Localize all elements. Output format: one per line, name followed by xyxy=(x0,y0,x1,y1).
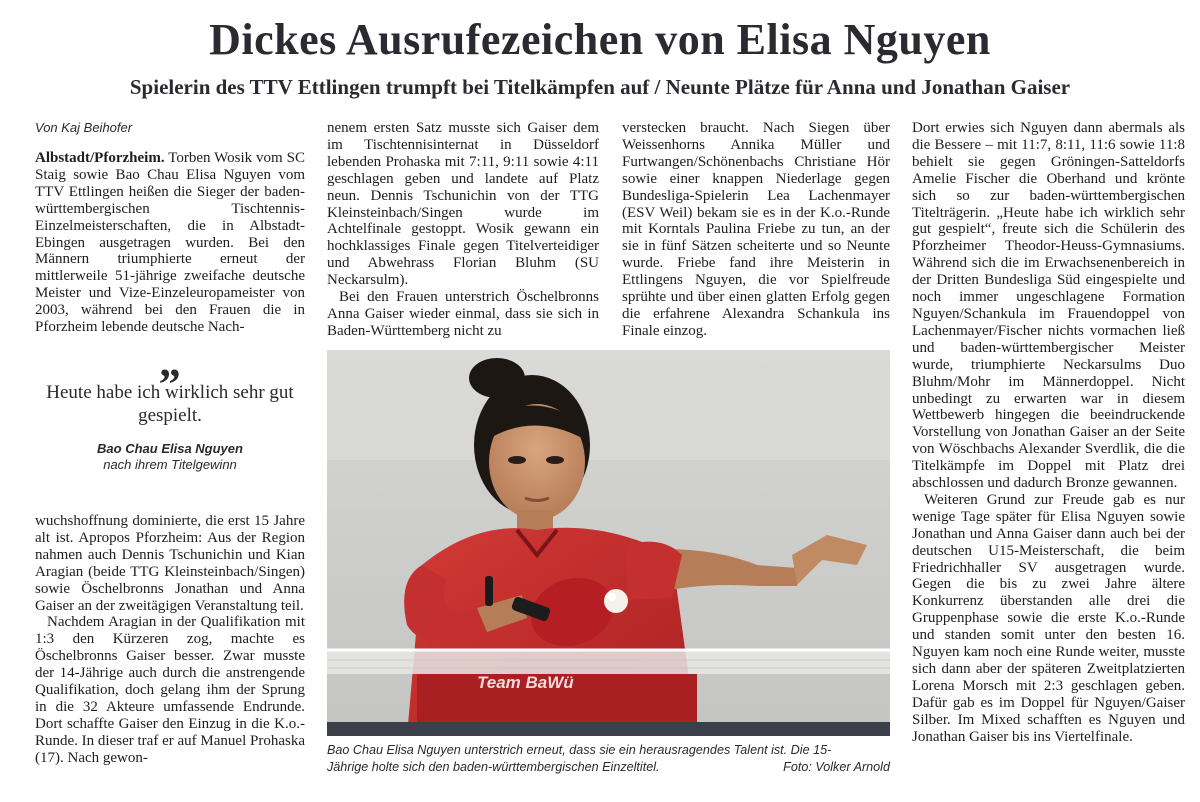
article-column-2 xyxy=(327,120,599,340)
byline: Von Kaj Beihofer xyxy=(35,120,133,135)
table-tennis-player-illustration xyxy=(327,350,890,736)
caption-line-1: Bao Chau Elisa Nguyen unterstrich erneut, dass sie ein herausragendes Talent ist. Die 15- xyxy=(327,743,832,757)
headline: Dickes Ausrufezeichen von Elisa Nguyen xyxy=(209,15,991,64)
article-column-1-bottom xyxy=(35,513,305,783)
paragraph: Dort erwies sich Nguyen dann abermals als die Bessere – mit 11:7, 8:11, 11:6 sowie 11:8 behielt sie gegen Gröningen-Satteldorfs Amelie Fischer die Oberhand und krönte sich so zur baden-württembergischen Titelträgerin. „Heute habe ich wirklich sehr gut gespielt“, freute sich die Schülerin des Pforzheimer Theodor-Heuss-Gymnasiums. Während sich die im Erwachsenenbereich in der Dritten Bundesliga Süd eingespielte und noch immer ungeschlagene Formation Nguyen/Schankula im Frauendoppel von Lachenmayer/Fischer nichts vormachen ließ und baden-württembergischer Meister wurde, triumphierte Neckarsulms Duo Bluhm/Mohr im Männerdoppel. Nicht unbedingt zu erwarten war in diesem Wettbewerb hingegen die beeindruckende Vorstellung von Jonathan Gaiser an der Seite von Wöschbachs Alexander Sverdlik, die die Titelkämpfe im Doppel mit Platz drei abschlossen und dadurch Bronze gewannen. xyxy=(912,120,1185,492)
quote-author: Bao Chau Elisa Nguyen xyxy=(97,441,243,456)
paragraph: Bei den Frauen unterstrich Öschelbronns Anna Gaiser wieder einmal, dass sie sich in Baden-Württemberg nicht zu xyxy=(327,289,599,339)
article-photo xyxy=(327,350,890,736)
quotation-mark-icon: „ xyxy=(159,337,181,386)
photo-credit: Foto: Volker Arnold xyxy=(783,760,890,774)
paragraph: Torben Wosik vom SC Staig sowie Bao Chau Elisa Nguyen vom TTV Ettlingen heißen die Sieger der baden-württembergischen Tischtennis-Einzelmeisterschaften, die in Albstadt-Ebingen ausgetragen wurden. Bei den Männern triumphierte erneut der mittlerweile 51-jährige zweifache deutsche Meister und Vize-Einzeleuropameister von 2003, während bei den Frauen die in Pforzheim lebende deutsche Nach- xyxy=(35,150,305,336)
pull-quote xyxy=(35,337,305,472)
subheadline: Spielerin des TTV Ettlingen trumpft bei Titelkämpfen auf / Neunte Plätze für Anna und Jonathan Gaiser xyxy=(129,75,1071,99)
article-column-4 xyxy=(912,120,1185,785)
photo-caption xyxy=(327,742,890,776)
paragraph: Nachdem Aragian in der Qualifikation mit 1:3 den Kürzeren zog, machte es Öschelbronns Gaiser besser. Zwar musste der 14-Jährige auch durch die anstrengende Qualifikation, doch gelang ihm der Sprung in die 32 Akteure umfassende Endrunde. Dort schaffte Gaiser den Einzug in die K.o.-Runde. In dieser traf er auf Manuel Prohaska (17). Nach gewon- xyxy=(35,614,305,766)
jersey-text: Team BaWü xyxy=(477,673,574,692)
article-column-1-top xyxy=(35,150,305,340)
caption-line-2: Jährige holte sich den baden-württembergischen Einzeltitel. xyxy=(327,760,660,774)
paragraph: wuchshoffnung dominierte, die erst 15 Jahre alt ist. Apropos Pforzheim: Aus der Region nahmen auch Dennis Tschunichin und Kian Aragian (beide TTG Kleinsteinbach/Singen) sowie Öschelbronns Jonathan und Anna Gaiser an der zweitägigen Veranstaltung teil. xyxy=(35,513,305,614)
quote-text: Heute habe ich wirklich sehr gut gespielt. xyxy=(46,382,294,426)
paragraph: verstecken braucht. Nach Siegen über Weissenhorns Annika Müller und Furtwangen/Schönenbachs Christiane Hör sowie einer knappen Niederlage gegen Bundesliga-Spielerin Lea Lachenmayer (ESV Weil) bekam sie es in der K.o.-Runde mit Korntals Paulina Friebe zu tun, an der sie in fünf Sätzen scheiterte und so Neunte wurde. Friebe fand ihre Meisterin in Ettlingens Nguyen, die vor Spielfreude sprühte und über einen glatten Erfolg gegen die erfahrene Alexandra Schankula ins Finale einzog. xyxy=(622,120,890,339)
dateline: Albstadt/Pforzheim. xyxy=(35,150,165,166)
quote-context: nach ihrem Titelgewinn xyxy=(103,457,237,472)
article-column-3 xyxy=(622,120,890,340)
paragraph: nenem ersten Satz musste sich Gaiser dem im Tischtennisinternat in Düsseldorf lebenden Prohaska mit 7:11, 9:11 sowie 4:11 geschlagen geben und landete auf Platz neun. Dennis Tschunichin von der TTG Kleinsteinbach/Singen wurde im Achtelfinale gestoppt. Wosik gewann ein hochklassiges Finale gegen Titelverteidiger und Abwehrass Florian Bluhm (SU Neckarsulm). xyxy=(327,120,599,289)
paragraph: Weiteren Grund zur Freude gab es nur wenige Tage später für Elisa Nguyen sowie Jonathan und Anna Gaiser dann auch bei der deutschen U15-Meisterschaft, die beim Friedrichhaller SV ausgetragen wurde. Gegen die bis zu zwei Jahre ältere Konkurrenz überstanden alle drei die Gruppenphase sowie die erste K.o.-Runde und standen somit unter den besten 16. Nguyen kam noch eine Runde weiter, musste sich dann aber der späteren Zweitplatzierten Lorena Morsch mit 2:3 geschlagen geben. Dafür gab es im Doppel für Nguyen/Gaiser Silber. Im Mixed schafften es Nguyen und Jonathan Gaiser bis ins Viertelfinale. xyxy=(912,491,1185,745)
